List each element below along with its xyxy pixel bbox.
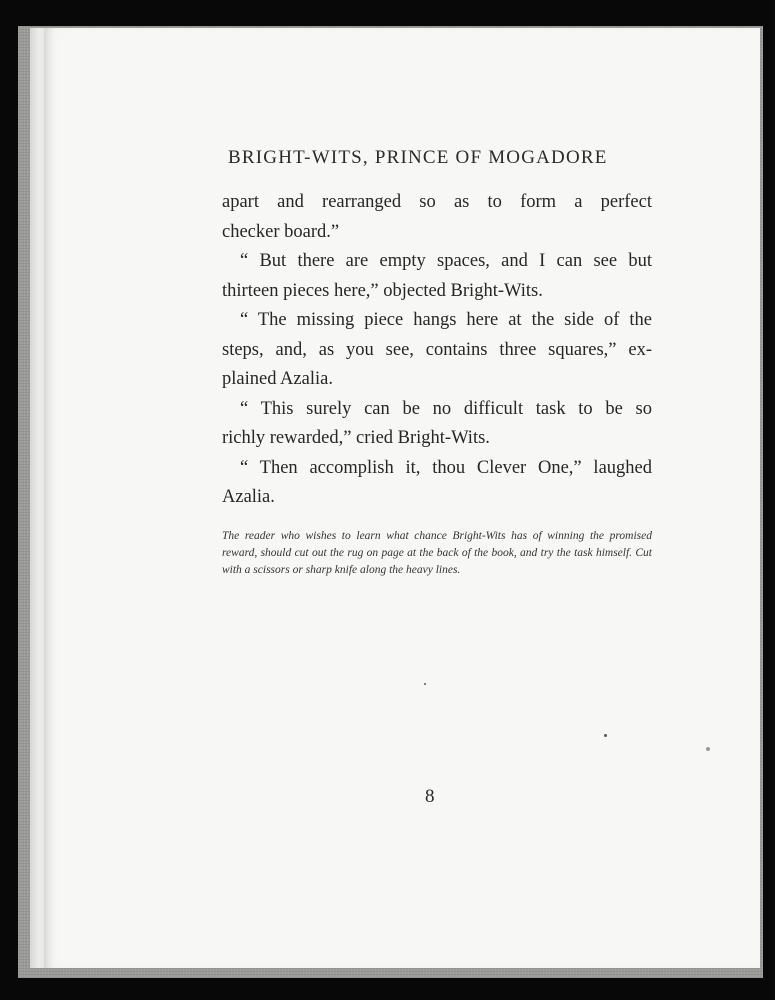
ink-speck xyxy=(604,734,607,737)
text-line: thirteen pieces here,” objected Bright-Wits. xyxy=(222,280,543,301)
text-line: checker board.” xyxy=(222,221,340,242)
ink-speck xyxy=(706,747,710,751)
ink-speck xyxy=(424,683,426,685)
text-line: “ The missing piece hangs here at the side of the xyxy=(240,310,652,330)
text-line: steps, and, as you see, contains three squares,” ex- xyxy=(222,339,652,360)
text-line: “ But there are empty spaces, and I can see but xyxy=(240,251,652,271)
text-line: “ This surely can be no difficult task to be so xyxy=(240,398,652,419)
page-number: 8 xyxy=(425,786,435,807)
footnote: The reader who wishes to learn what chance Bright-Wits has of winning the promised reward, should cut out the rug on page at the back of the book, and try the task himself. Cut with a scissors or sharp knife along the heavy lines. xyxy=(222,530,652,576)
text-line: richly rewarded,” cried Bright-Wits. xyxy=(222,428,490,448)
body-text xyxy=(222,188,652,513)
text-line: plained Azalia. xyxy=(222,369,333,389)
text-line: apart and rearranged so as to form a perfect xyxy=(222,192,652,212)
text-line: Azalia. xyxy=(222,487,275,507)
text-line: “ Then accomplish it, thou Clever One,” laughed xyxy=(240,457,652,478)
running-head: BRIGHT-WITS, PRINCE OF MOGADORE xyxy=(228,147,608,168)
